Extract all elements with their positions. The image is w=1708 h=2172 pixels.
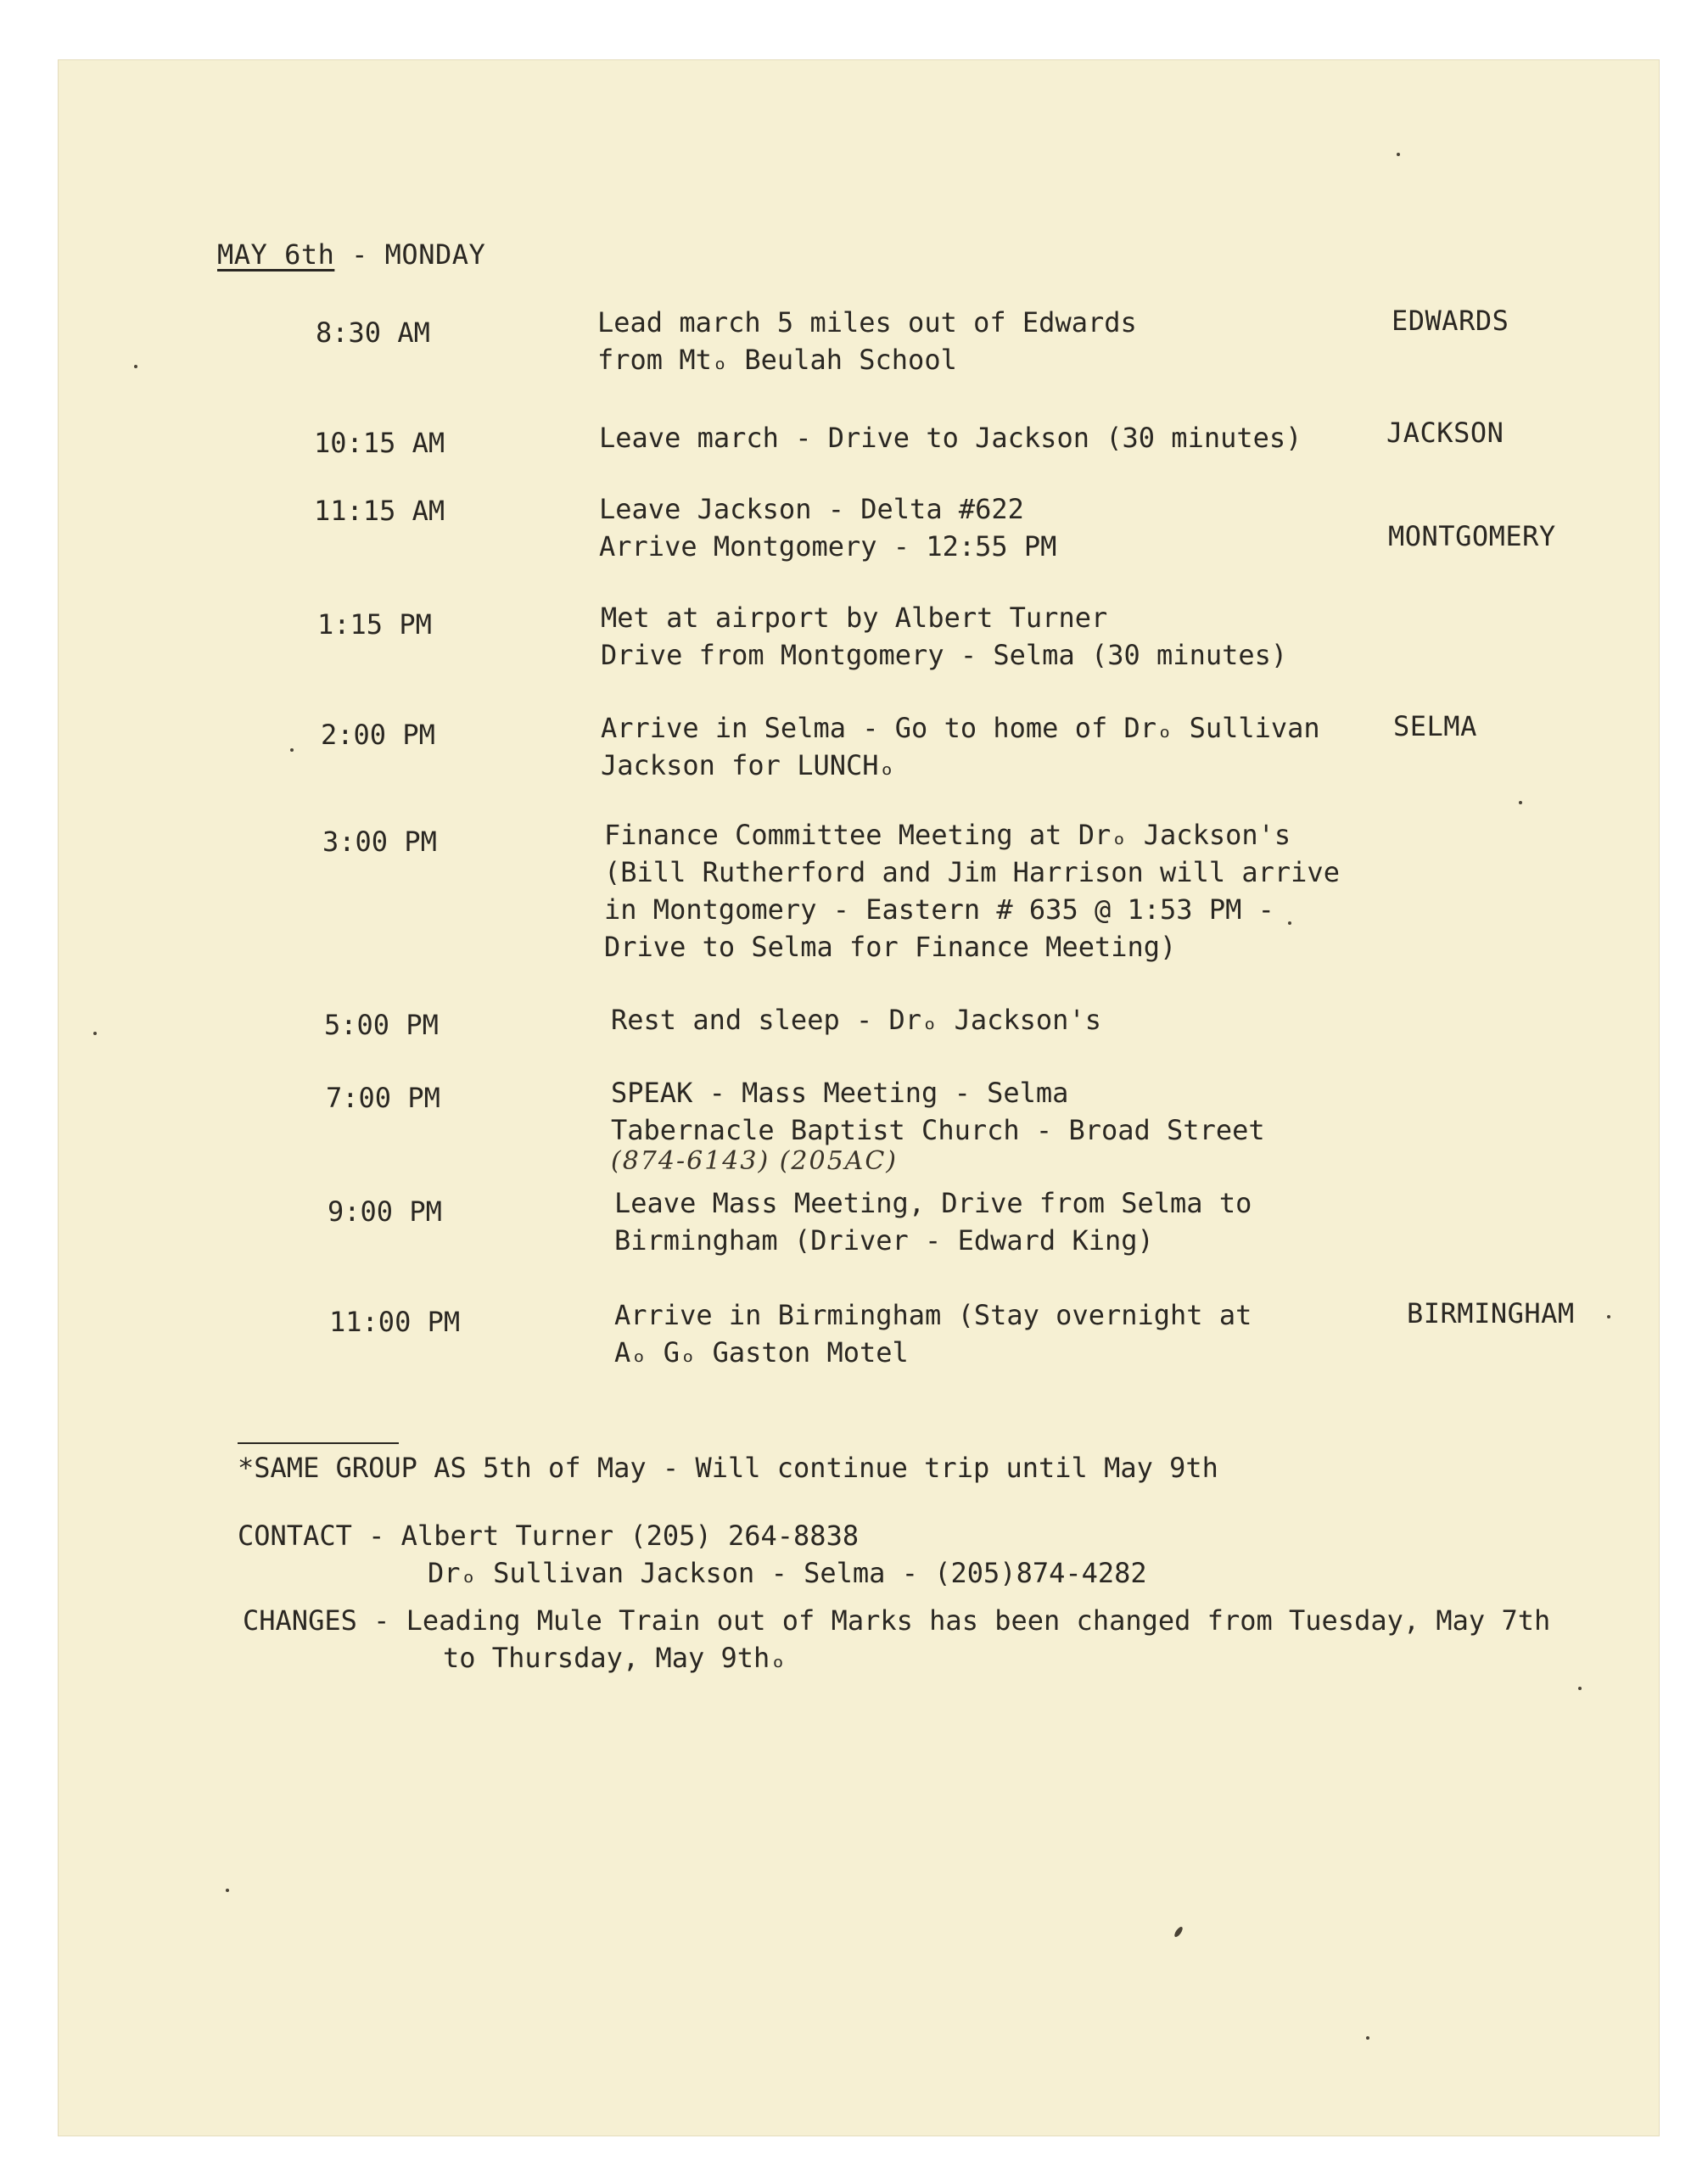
description-line: Leave march - Drive to Jackson (30 minutes): [599, 422, 1302, 454]
same-group-note: *SAME GROUP AS 5th of May - Will continue trip until May 9th: [238, 1452, 1218, 1484]
schedule-location: BIRMINGHAM: [1407, 1297, 1575, 1330]
paper-speck: [1366, 2036, 1369, 2040]
changes-line: CHANGES - Leading Mule Train out of Marks has been changed from Tuesday, May 7th: [243, 1604, 1551, 1637]
description-line: from Mtₒ Beulah School: [597, 344, 957, 376]
description-line: Tabernacle Baptist Church - Broad Street: [611, 1114, 1265, 1146]
contact-line: Drₒ Sullivan Jackson - Selma - (205)874-4282: [428, 1557, 1147, 1589]
contact-block: [238, 1517, 1147, 1592]
schedule-location: JACKSON: [1386, 417, 1504, 449]
paper-speck: [93, 1032, 97, 1035]
schedule-description: [614, 1184, 1420, 1259]
schedule-description: [601, 599, 1407, 674]
paper-speck: [1397, 153, 1400, 156]
document-page: [58, 59, 1660, 2136]
schedule-location: MONTGOMERY: [1388, 520, 1556, 552]
schedule-description: [597, 304, 1403, 378]
schedule-description: [599, 419, 1405, 456]
schedule-time: 11:15 AM: [314, 495, 445, 527]
changes-block: [243, 1602, 1550, 1677]
schedule-description: [611, 1074, 1417, 1174]
heading-day: - MONDAY: [334, 238, 486, 271]
schedule-location: EDWARDS: [1392, 305, 1509, 337]
schedule-description: [604, 816, 1410, 966]
paper-speck: [1173, 1926, 1184, 1939]
footnote-rule: [238, 1442, 399, 1444]
description-line: Leave Mass Meeting, Drive from Selma to: [614, 1187, 1252, 1219]
schedule-description: [601, 709, 1407, 784]
changes-line: to Thursday, May 9thₒ: [443, 1642, 787, 1674]
paper-speck: [290, 748, 294, 752]
schedule-time: 10:15 AM: [314, 427, 445, 459]
schedule-description: [599, 490, 1405, 565]
schedule-time: 5:00 PM: [324, 1009, 439, 1041]
description-line: (Bill Rutherford and Jim Harrison will arrive: [604, 856, 1340, 888]
description-line: Aₒ Gₒ Gaston Motel: [614, 1336, 909, 1369]
paper-speck: [1578, 1687, 1582, 1690]
schedule-time: 2:00 PM: [321, 719, 435, 751]
description-line: Lead march 5 miles out of Edwards: [597, 306, 1137, 339]
description-line: SPEAK - Mass Meeting - Selma: [611, 1077, 1069, 1109]
schedule-description: [614, 1296, 1420, 1371]
page-heading: [217, 236, 485, 273]
paper-speck: [1519, 801, 1522, 804]
description-line: in Montgomery - Eastern # 635 @ 1:53 PM -: [604, 893, 1274, 926]
description-line: Leave Jackson - Delta #622: [599, 493, 1024, 525]
schedule-time: 3:00 PM: [322, 826, 437, 858]
description-line: Rest and sleep - Drₒ Jackson's: [611, 1004, 1101, 1036]
description-line: Finance Committee Meeting at Drₒ Jackson's: [604, 819, 1291, 851]
handwritten-phone-note: (874-6143) (205AC): [611, 1146, 898, 1176]
paper-speck: [1288, 921, 1291, 925]
description-line: Arrive in Selma - Go to home of Drₒ Sullivan: [601, 712, 1320, 744]
schedule-time: 8:30 AM: [316, 316, 430, 349]
schedule-time: 1:15 PM: [317, 608, 432, 641]
description-line: Arrive in Birmingham (Stay overnight at: [614, 1299, 1252, 1331]
paper-speck: [1607, 1315, 1610, 1318]
heading-date: MAY 6th: [217, 238, 335, 271]
description-line: Drive from Montgomery - Selma (30 minutes): [601, 639, 1288, 671]
schedule-time: 7:00 PM: [326, 1082, 440, 1114]
paper-speck: [134, 365, 137, 368]
schedule-location: SELMA: [1393, 710, 1477, 742]
contact-line: CONTACT - Albert Turner (205) 264-8838: [238, 1520, 860, 1552]
paper-speck: [226, 1889, 229, 1892]
description-line: Arrive Montgomery - 12:55 PM: [599, 530, 1057, 563]
description-line: Met at airport by Albert Turner: [601, 602, 1108, 634]
schedule-time: 11:00 PM: [329, 1306, 461, 1338]
description-line: Jackson for LUNCHₒ: [601, 749, 895, 781]
schedule-time: 9:00 PM: [328, 1195, 442, 1228]
description-line: Birmingham (Driver - Edward King): [614, 1224, 1154, 1257]
schedule-description: [611, 1001, 1417, 1038]
description-line: Drive to Selma for Finance Meeting): [604, 931, 1177, 963]
